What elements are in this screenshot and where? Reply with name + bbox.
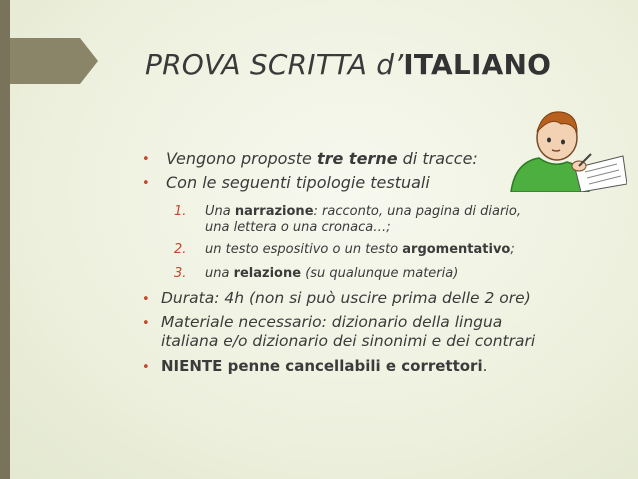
bullet-2: Con le seguenti tipologie testuali	[166, 173, 430, 192]
bullet-1-bold: tre terne	[316, 149, 398, 168]
left-sidebar-strip	[0, 0, 10, 479]
list-item-1-post: : racconto, una pagina di diario,	[313, 204, 522, 219]
page-title	[145, 48, 551, 81]
list-item-3-pre: una	[205, 266, 234, 281]
list-item-3-post: (su qualunque materia)	[301, 266, 459, 281]
list-item-2-pre: un testo espositivo o un testo	[205, 242, 403, 257]
bullet-1-post: di tracce:	[397, 149, 478, 168]
list-number-1: 1.	[174, 204, 187, 219]
bullet-5-marker: •	[142, 360, 150, 375]
bullet-4-line1: Materiale necessario: dizionario della lingua	[161, 313, 503, 331]
bullet-3-marker: •	[142, 292, 150, 307]
bullet-3: Durata: 4h (non si può uscire prima delle 2 ore)	[161, 289, 531, 307]
list-number-2: 2.	[174, 242, 187, 257]
list-item-2	[205, 242, 515, 257]
list-item-1-line1	[205, 204, 521, 219]
list-item-1-pre: Una	[205, 204, 235, 219]
list-item-2-post: ;	[510, 242, 515, 257]
bullet-5-post: .	[482, 357, 488, 375]
arrow-decoration-icon	[10, 38, 98, 84]
bullet-5	[161, 357, 487, 375]
bullet-1-marker: •	[142, 152, 150, 167]
bullet-4-line2: italiana e/o dizionario dei sinonimi e dei contrari	[161, 332, 536, 350]
list-item-3-bold: relazione	[233, 266, 302, 281]
list-item-3	[205, 266, 458, 281]
bullet-5-bold: NIENTE penne cancellabili e correttori	[161, 357, 483, 375]
title-normal: PROVA SCRITTA d’	[145, 48, 404, 81]
bullet-2-marker: •	[142, 176, 150, 191]
bullet-1-pre: Vengono proposte	[166, 149, 317, 168]
list-item-1-line2: una lettera o una cronaca…;	[205, 220, 391, 235]
title-bold: ITALIANO	[403, 48, 552, 81]
bullet-4-marker: •	[142, 316, 150, 331]
child-writing-icon	[505, 96, 627, 192]
list-item-1-bold: narrazione	[234, 204, 314, 219]
bullet-1	[166, 149, 478, 168]
list-number-3: 3.	[174, 266, 187, 281]
list-item-2-bold: argomentativo	[402, 242, 511, 257]
